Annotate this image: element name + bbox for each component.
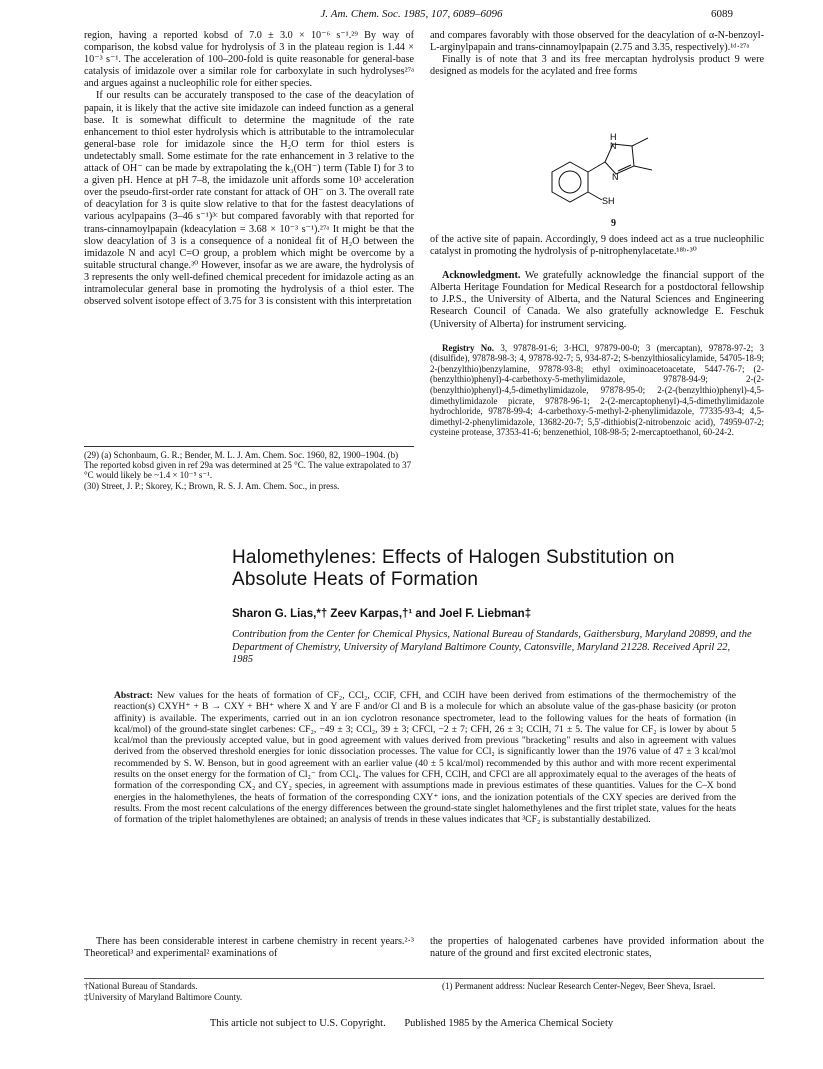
footnote-30: (30) Street, J. P.; Skorey, K.; Brown, R. S. J. Am. Chem. Soc., in press. bbox=[84, 480, 340, 491]
acknowledgment-text: We gratefully acknowledge the financial support of the Alberta Heritage Foundation for Medical Research for a postdoctoral fellowship to J.P.S., the University of Alberta, and the Natural Sciences and Engineering Research Council of Canada. We also gratefully acknowledge E. Feschuk (University of Alberta) for instrument servicing. bbox=[430, 270, 764, 330]
footnotes-affiliation bbox=[84, 981, 414, 1002]
acknowledgment bbox=[430, 270, 764, 330]
paragraph: There has been considerable interest in carbene chemistry in recent years.²·³ Theoretical³ and experimental² examinations of bbox=[84, 936, 414, 960]
paragraph: Finally is of note that 3 and its free mercaptan hydrolysis product 9 were designed as models for the acylated and free forms bbox=[430, 54, 764, 78]
registry-heading: Registry No. bbox=[442, 342, 495, 353]
footnote-double-dagger: ‡University of Maryland Baltimore County. bbox=[84, 991, 243, 1002]
atom-SH: SH bbox=[602, 196, 615, 206]
body-left bbox=[84, 936, 414, 961]
compound-label: 9 bbox=[611, 218, 616, 229]
registry-text: 3, 97878-91-6; 3·HCl, 97879-00-0; 3 (mercaptan), 97878-97-2; 3 (disulfide), 97878-98-3; 4, 97878-92-7; 5, 934-87-2; S-benzylthiosalicylamide, 54705-18-9; 2-(benzylthio)benzylamine, 97878-93-8; ethyl oximinoacetoacetate, 5447-76-7; (2-(benzylthio)phenyl)-4-carbethoxy-5-methylimidazole, 97878-94-9; 2-(2-(benzylthio)phenyl)-4,5-dimethylimidazole, 97878-95-0; 2-(2-(benzylthio)phenyl)-4,5-dimethylimidazole picrate, 97878-96-1; 2-(2-mercaptophenyl)-4,5-dimethylimidazole hydrochloride, 97878-99-4; 4-carbethoxy-5-methyl-2-phenylimidazole, 77335-93-4; 4,5-dimethyl-2-phenylimidazole, 13682-20-7; 5,5′-dithiobis(2-nitrobenzoic acid), 74959-07-2; cysteine protease, 37353-41-6; benzenethiol, 108-98-5; 2-mercaptoethanol, 60-24-2. bbox=[430, 342, 764, 438]
journal-citation: J. Am. Chem. Soc. 1985, 107, 6089–6096 bbox=[320, 8, 503, 20]
paragraph: and compares favorably with those observed for the deacylation of α-N-benzoyl-L-arginylpapain and trans-cinnamoylpapain (2.75 and 3.35, respectively).¹ᵈ·²⁷ᵃ bbox=[430, 30, 764, 54]
right-column-lower bbox=[430, 234, 764, 438]
copyright-note: This article not subject to U.S. Copyright. bbox=[209, 1018, 386, 1029]
right-column bbox=[430, 30, 764, 78]
abstract-text: New values for the heats of formation of CF₂, CCl₂, CClF, CFH, and CClH have been derived from estimations of the thermochemistry of the reaction(s) CXYH⁺ + B → CXY + BH⁺ where X and Y are F and/or Cl and B is a molecule for which an absolute value of the gas-phase basicity (or proton affinity) is available. The experiments, carried out in an ion cyclotron resonance spectrometer, lead to the following values for the heats of formation (in kcal/mol) of the ground-state singlet carbenes: CF₂, −49 ± 3; CCl₂, 39 ± 3; CFCl, −2 ± 7; CFH, 26 ± 3; CClH, 71 ± 5. The value for CF₂ is lower by about 5 kcal/mol than the previously accepted value, but in good agreement with values derived from previous "bracketing" results and also in agreement with values derived from the observed threshold energies for ionic dissociation processes. The value for CCl₂ is significantly lower than the 1976 value of 47 ± 3 kcal/mol recommended by S. W. Benson, but in good agreement with an earlier value (40 ± 5 kcal/mol) recommended by this author and with more recent experimental results on the onset energy for the formation of Cl₂⁻ from CCl₄. The values for CFH, CClH, and CFCl are all approximately equal to the averages of the heats of formation of the corresponding CX₂ and CY₂ species, in agreement with assumptions made in previous estimates of these quantities. Values for the C–X bond energies in the halomethylenes, the heats of formation of the corresponding CXY⁺ ions, and the ionization potentials of the CXY species are derived from the results. From the most recent calculations of the energy differences between the ground-state singlet halomethylenes and the first triplet state, values for the heats of formation of the triplet halomethylenes are obtained; an analysis of trends in these values indicates that ³CF₂ is substantially destabilized. bbox=[114, 690, 736, 826]
article-authors: Sharon G. Lias,*† Zeev Karpas,†¹ and Joel F. Liebman‡ bbox=[232, 608, 532, 620]
article-title: Halomethylenes: Effects of Halogen Substitution on Absolute Heats of Formation bbox=[232, 547, 675, 590]
abstract-heading: Abstract: bbox=[114, 690, 153, 701]
acknowledgment-heading: Acknowledgment. bbox=[442, 270, 521, 282]
atom-N: N bbox=[612, 172, 619, 182]
atom-H: H bbox=[610, 132, 617, 142]
footnote-1: (1) Permanent address: Nuclear Research Center-Negev, Beer Sheva, Israel. bbox=[442, 981, 716, 991]
running-header bbox=[0, 8, 823, 24]
footnote-dagger: †National Bureau of Standards. bbox=[84, 981, 198, 991]
aromatic-circle bbox=[559, 171, 581, 193]
paragraph: If our results can be accurately transposed to the case of the deacylation of papain, it is likely that the active site imidazole can indeed function as a general base. It is somewhat difficult to determine the magnitude of the rate enhancement to thiol ester hydrolysis which is attributable to the intramolecular general-base role for imidazole since the H₂O term for thiol esters is undetectably small. Some estimate for the rate enhancement in 3 relative to the attack of OH⁻ can be made by extrapolating the k₃(OH⁻) term (Table I) for 3 to a given pH. Hence at pH 7–8, the imidazole unit affords some 10³ acceleration over the pseudo-first-order rate constant for attack of OH⁻ on 3. The overall rate of deacylation for 3 is quite slow relative to that for the fastest deacylations of various acylpapains (3–46 s⁻¹)³ᶜ but compared favorably with that reported for trans-cinnamoylpapain (kdeacylation = 3.68 × 10⁻³ s⁻¹).²⁷ᵃ It might be that the slow deacylation of 3 is a consequence of a nonideal fit of H₂O between the imidazole N and acyl C=O group, a problem which might be overcome by a suitable structural change.³⁰ However, insofar as we are aware, the hydrolysis of 3 represents the only well-defined chemical precedent for imidazole acting as an intramolecular general base in promoting the hydrolysis of a thiol ester. The observed solvent isotope effect of 3.75 for 3 is consistent with this interpretation bbox=[84, 90, 414, 308]
benzene-ring bbox=[552, 162, 588, 202]
article-affiliation: Contribution from the Center for Chemical Physics, National Bureau of Standards, Gaithersburg, Maryland 20899, and the Department of Chemistry, University of Maryland Baltimore County, Catonsville, Maryland 21228. Received April 22, 1985 bbox=[232, 629, 752, 665]
footnotes-left bbox=[84, 446, 414, 491]
paragraph: region, having a reported kobsd of 7.0 ± 3.0 × 10⁻⁶ s⁻¹.²⁹ By way of comparison, the kobsd value for hydrolysis of 3 in the plateau region is 1.44 × 10⁻³ s⁻¹. The acceleration of 100–200-fold is quite reasonable for general-base catalysis of imidazole over a similar role for carboxylate in such hydrolyses²⁷ᵃ and argues against a nucleophilic role for either species. bbox=[84, 30, 414, 90]
publisher-note: Published 1985 by the America Chemical Society bbox=[404, 1018, 614, 1029]
footnote-divider bbox=[84, 978, 764, 979]
page-footer bbox=[0, 1018, 823, 1029]
left-column bbox=[84, 30, 414, 308]
paragraph: of the active site of papain. Accordingly, 9 does indeed act as a true nucleophilic catalyst in promoting the hydrolysis of p-nitrophenylacetate.¹⁸ᵇ·³⁰ bbox=[430, 234, 764, 258]
compound-9-structure bbox=[550, 132, 670, 214]
footnote-29: (29) (a) Schonbaum, G. R.; Bender, M. L. J. Am. Chem. Soc. 1960, 82, 1900–1904. (b) The reported kobsd given in ref 29a was determined at 25 °C. The value extrapolated to 37 °C would likely be ~1.4 × 10⁻⁵ s⁻¹. bbox=[84, 450, 412, 481]
atom-N: N bbox=[610, 141, 617, 151]
page-number: 6089 bbox=[711, 8, 733, 20]
footnotes-right bbox=[430, 981, 764, 992]
paragraph: the properties of halogenated carbenes have provided information about the nature of the ground and first excited electronic states, bbox=[430, 936, 764, 960]
abstract bbox=[114, 690, 736, 826]
registry-numbers bbox=[430, 343, 764, 438]
body-right bbox=[430, 936, 764, 961]
